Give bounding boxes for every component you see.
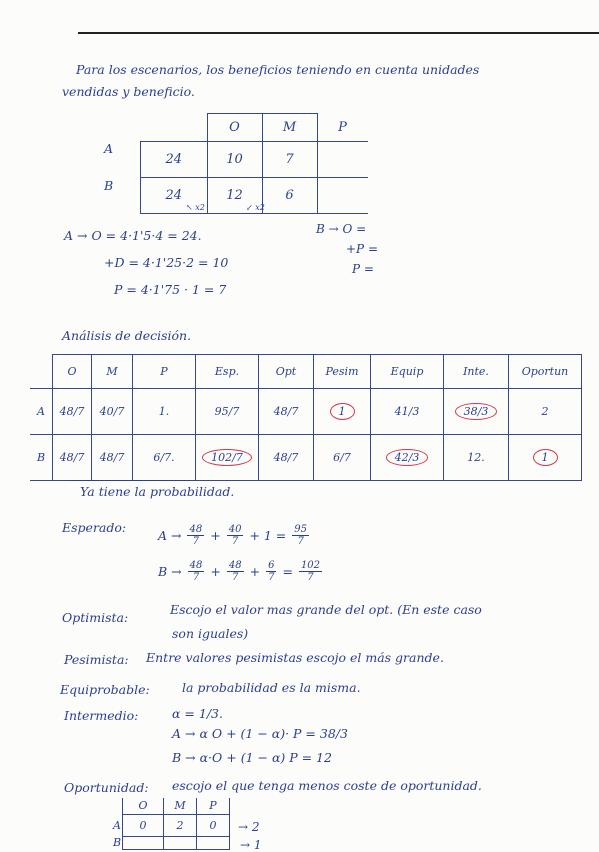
numerator: 48 [189,524,203,535]
denominator: 7 [232,572,239,583]
calc-b-line-1: B → O = [316,222,367,236]
equiprobable-text: la probabilidad es la misma. [182,680,361,695]
table1-header-m: M [262,114,317,142]
esperado-a-prefix: A → [158,528,182,543]
analysis-cell: 6/7. [133,435,196,481]
analysis-cell: 48/7 [259,435,314,481]
denominator: 7 [268,572,275,583]
optimista-text-1: Escojo el valor mas grande del opt. (En este caso [170,602,482,617]
numerator: 48 [189,560,203,571]
table1-cell: 24 [141,142,208,178]
analysis-cell: 12. [444,435,509,481]
numerator: 48 [228,560,242,571]
calc-b-line-2: +P = [346,242,378,256]
calc-a-line-2: +D = 4·1'25·2 = 10 [104,255,229,270]
table2-cell: 0 [197,814,230,836]
table2-result-a: → 2 [238,820,260,834]
analysis-cell: 48/7 [92,435,133,481]
analysis-cell: 1. [133,389,196,435]
equiprobable-label: Equiprobable: [60,682,150,697]
table2-cell [164,836,197,849]
numerator: 102 [300,560,321,571]
table1-row-label-a: A [104,141,114,156]
esperado-b-line [158,560,324,583]
opportunity-cost-table [112,798,230,850]
analysis-cell: 48/7 [53,435,92,481]
table1-note-right-arrow: ↙ x2 [246,203,265,212]
intro-line-1: Para los escenarios, los beneficios teniendo en cuenta unidades [76,62,480,77]
table2-cell: 2 [164,814,197,836]
analysis-corner [30,355,53,389]
analysis-cell-circled [314,389,371,435]
analysis-header: P [133,355,196,389]
pesimista-text: Entre valores pesimistas escojo el más grande. [146,650,444,665]
table2-result-b: → 1 [240,838,262,852]
table2-header: M [164,798,197,814]
circle-highlight: 1 [533,449,558,466]
denominator: 7 [297,536,304,547]
table2-cell [123,836,164,849]
circle-highlight: 1 [330,403,355,420]
calc-a-line-3: P = 4·1'75 · 1 = 7 [114,282,227,297]
analysis-cell: 40/7 [92,389,133,435]
circle-highlight: 38/3 [455,403,498,420]
analysis-cell-circled [509,435,582,481]
probability-brace [70,474,190,481]
table2-corner [112,798,123,814]
table1-cell-empty [317,178,368,214]
pesimista-label: Pesimista: [64,652,129,667]
analysis-header: M [92,355,133,389]
table1-row-label-b: B [104,178,114,193]
analysis-header: Oportun [509,355,582,389]
scenario-benefit-table [140,113,368,214]
optimista-label: Optimista: [62,610,129,625]
analysis-cell-circled [371,435,444,481]
table1-cell: 7 [262,142,317,178]
fraction [227,524,244,547]
table2-cell: 0 [123,814,164,836]
analysis-note: Ya tiene la probabilidad. [80,484,235,499]
oportunidad-text: escojo el que tenga menos coste de oportunidad. [172,778,482,793]
table2-row-label: A [113,818,121,832]
denominator: 7 [307,572,314,583]
table1-note-left-arrow: ↖ x2 [186,203,205,212]
analysis-header: Equip [371,355,444,389]
table2-cell [197,836,230,849]
analysis-title: Análisis de decisión. [62,328,192,343]
analysis-cell: 48/7 [53,389,92,435]
table1-header-p: P [317,114,368,142]
plus-sign: + [210,564,221,579]
equals-sign: = [282,564,293,579]
decision-analysis-table [30,354,582,481]
esperado-a-line [158,524,311,547]
analysis-header: Esp. [196,355,259,389]
calc-a-line-1: A → O = 4·1'5·4 = 24. [64,228,202,243]
analysis-cell-circled [444,389,509,435]
analysis-row-label: B [30,435,53,481]
intermedio-label: Intermedio: [64,708,139,723]
analysis-header: Opt [259,355,314,389]
fraction [292,524,309,547]
numerator: 6 [268,560,275,571]
table2-header: P [197,798,230,814]
table2-header: O [123,798,164,814]
table1-cell: 24 [141,178,208,214]
optimista-text-2: son iguales) [172,626,249,641]
top-rule [78,32,599,34]
analysis-cell: 41/3 [371,389,444,435]
analysis-cell: 2 [509,389,582,435]
analysis-row-label: A [30,389,53,435]
fraction [187,524,204,547]
table1-cell: 10 [207,142,262,178]
esperado-a-plus-one: + 1 = [249,528,287,543]
fraction [299,560,322,583]
analysis-header: Pesim [314,355,371,389]
plus-sign: + [210,528,221,543]
analysis-cell: 48/7 [259,389,314,435]
table1-header-o: O [207,114,262,142]
oportunidad-label: Oportunidad: [64,780,149,795]
numerator: 40 [228,524,242,535]
calc-b-line-3: P = [352,262,374,276]
fraction [188,560,205,583]
denominator: 7 [192,572,200,583]
circle-highlight: 102/7 [202,449,252,466]
table1-cell: 12 [207,178,262,214]
denominator: 7 [192,536,200,547]
table2-row-label: B [112,836,122,849]
intermedio-b: B → α·O + (1 − α) P = 12 [172,750,332,765]
intermedio-a: A → α O + (1 − α)· P = 38/3 [172,726,348,741]
fraction [266,560,276,583]
analysis-cell-circled [196,435,259,481]
table1-cell: 6 [262,178,317,214]
analysis-header: Inte. [444,355,509,389]
numerator: 95 [294,524,308,535]
analysis-cell: 6/7 [314,435,371,481]
esperado-label: Esperado: [62,520,127,535]
denominator: 7 [231,536,239,547]
intro-line-2: vendidas y beneficio. [62,84,195,99]
fraction [227,560,244,583]
analysis-cell: 95/7 [196,389,259,435]
table1-note-left: x2 [195,203,205,212]
table1-cell-empty [317,142,368,178]
plus-sign: + [249,564,261,579]
esperado-b-prefix: B → [158,564,182,579]
circle-highlight: 42/3 [386,449,429,466]
intermedio-alpha: α = 1/3. [172,706,223,721]
table1-corner [141,114,208,142]
table1-note-right: x2 [255,203,265,212]
analysis-header: O [53,355,92,389]
